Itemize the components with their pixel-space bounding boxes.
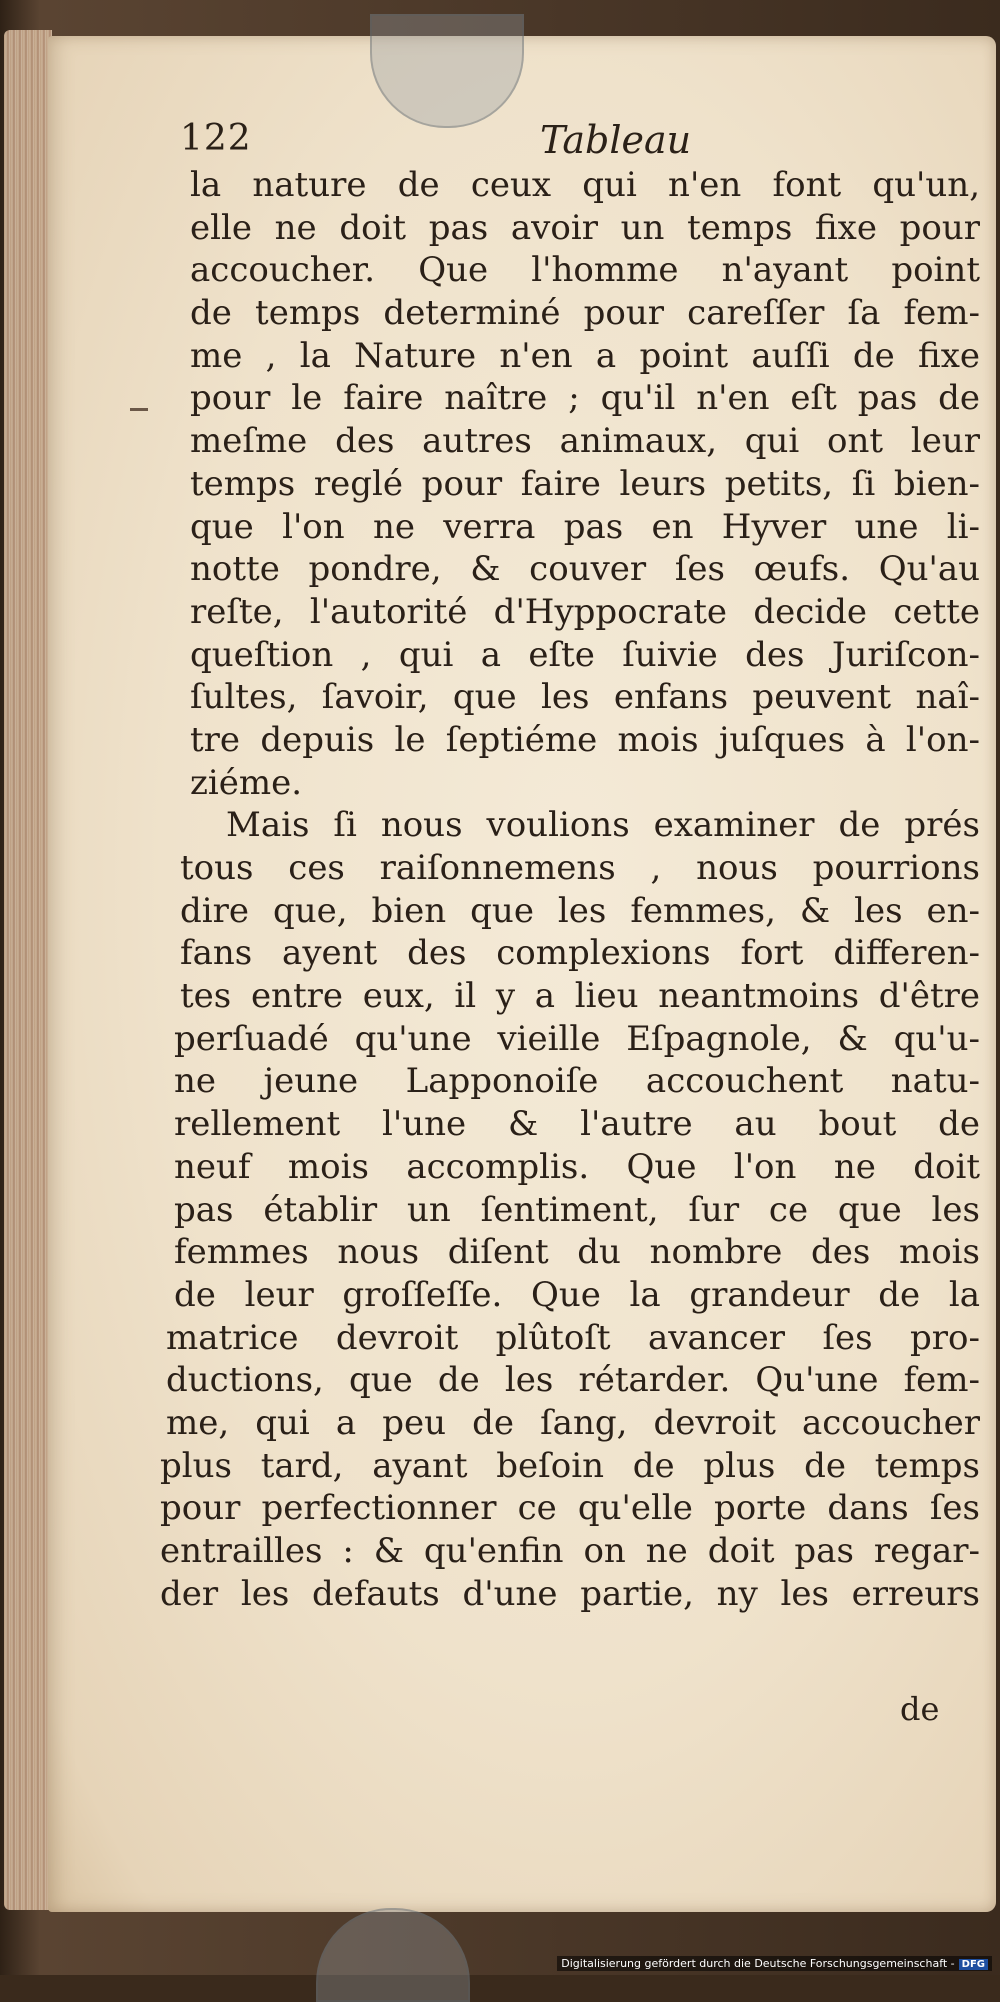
text-line: pour perfectionner ce qu'elle porte dans ſes bbox=[160, 1488, 980, 1529]
text-line: me , la Nature n'en a point auſſi de fixe bbox=[190, 335, 980, 376]
text-line: que l'on ne verra pas en Hyver une li- bbox=[190, 506, 980, 547]
text-line: tre depuis le ſeptiéme mois juſques à l'on- bbox=[190, 719, 980, 760]
text-line: ziéme. bbox=[190, 762, 303, 803]
margin-mark bbox=[130, 408, 148, 411]
text-line: femmes nous diſent du nombre des mois bbox=[174, 1232, 980, 1273]
text-line: accoucher. Que l'homme n'ayant point bbox=[190, 250, 980, 291]
text-line: dire que, bien que les femmes, & les en- bbox=[180, 890, 980, 931]
text-line: queſtion , qui a eſte ſuivie des Juriſcon- bbox=[190, 634, 980, 675]
credit-text: Digitalisierung gefördert durch die Deutsche Forschungsgemeinschaft - bbox=[561, 1957, 955, 1970]
text-line: neuf mois accomplis. Que l'on ne doit bbox=[174, 1146, 980, 1187]
digitization-credit bbox=[557, 1956, 992, 1971]
text-line: pour le faire naître ; qu'il n'en eſt pas de bbox=[190, 378, 980, 419]
text-line: der les defauts d'une partie, ny les erreurs bbox=[160, 1573, 980, 1614]
text-line: reſte, l'autorité d'Hyppocrate decide cette bbox=[190, 591, 980, 632]
text-line: elle ne doit pas avoir un temps fixe pour bbox=[190, 207, 980, 248]
text-line: plus tard, ayant beſoin de plus de temps bbox=[160, 1445, 980, 1486]
page-edges bbox=[4, 30, 52, 1910]
text-line: tes entre eux, il y a lieu neantmoins d'être bbox=[180, 976, 980, 1017]
text-line: temps reglé pour faire leurs petits, ſi bien- bbox=[190, 463, 980, 504]
text-line: meſme des autres animaux, qui ont leur bbox=[190, 421, 980, 462]
page-number: 122 bbox=[180, 118, 252, 159]
running-title: Tableau bbox=[540, 118, 692, 162]
text-line: ſultes, ſavoir, que les enfans peuvent naî- bbox=[190, 677, 980, 718]
dfg-logo-icon: DFG bbox=[959, 1959, 988, 1970]
page-header bbox=[180, 118, 700, 168]
text-line: de temps determiné pour careſſer ſa fem- bbox=[190, 293, 980, 334]
text-line: perſuadé qu'une vieille Eſpagnole, & qu'u- bbox=[174, 1018, 980, 1059]
text-line: tous ces raiſonnemens , nous pourrions bbox=[180, 848, 980, 888]
text-line: pas établir un ſentiment, ſur ce que les bbox=[174, 1189, 980, 1230]
body-text bbox=[160, 164, 980, 1615]
page-clip-top bbox=[370, 14, 524, 128]
text-line: notte pondre, & couver ſes œufs. Qu'au bbox=[190, 549, 980, 590]
text-line: ductions, que de les rétarder. Qu'une fem- bbox=[166, 1360, 980, 1401]
text-line: entrailles : & qu'enfin on ne doit pas regar- bbox=[160, 1531, 980, 1571]
text-line: Mais ſi nous voulions examiner de prés bbox=[226, 805, 980, 846]
text-line: de leur groſſeſſe. Que la grandeur de la bbox=[174, 1274, 980, 1315]
text-line: rellement l'une & l'autre au bout de bbox=[174, 1104, 980, 1145]
text-line: ne jeune Lapponoiſe accouchent natu- bbox=[174, 1061, 980, 1102]
catchword: de bbox=[900, 1690, 940, 1728]
text-line: matrice devroit plûtoſt avancer ſes pro- bbox=[166, 1317, 980, 1358]
text-line: me, qui a peu de ſang, devroit accoucher bbox=[166, 1402, 980, 1443]
text-line: la nature de ceux qui n'en font qu'un, bbox=[190, 165, 980, 205]
text-line: fans ayent des complexions fort differen- bbox=[180, 933, 980, 974]
